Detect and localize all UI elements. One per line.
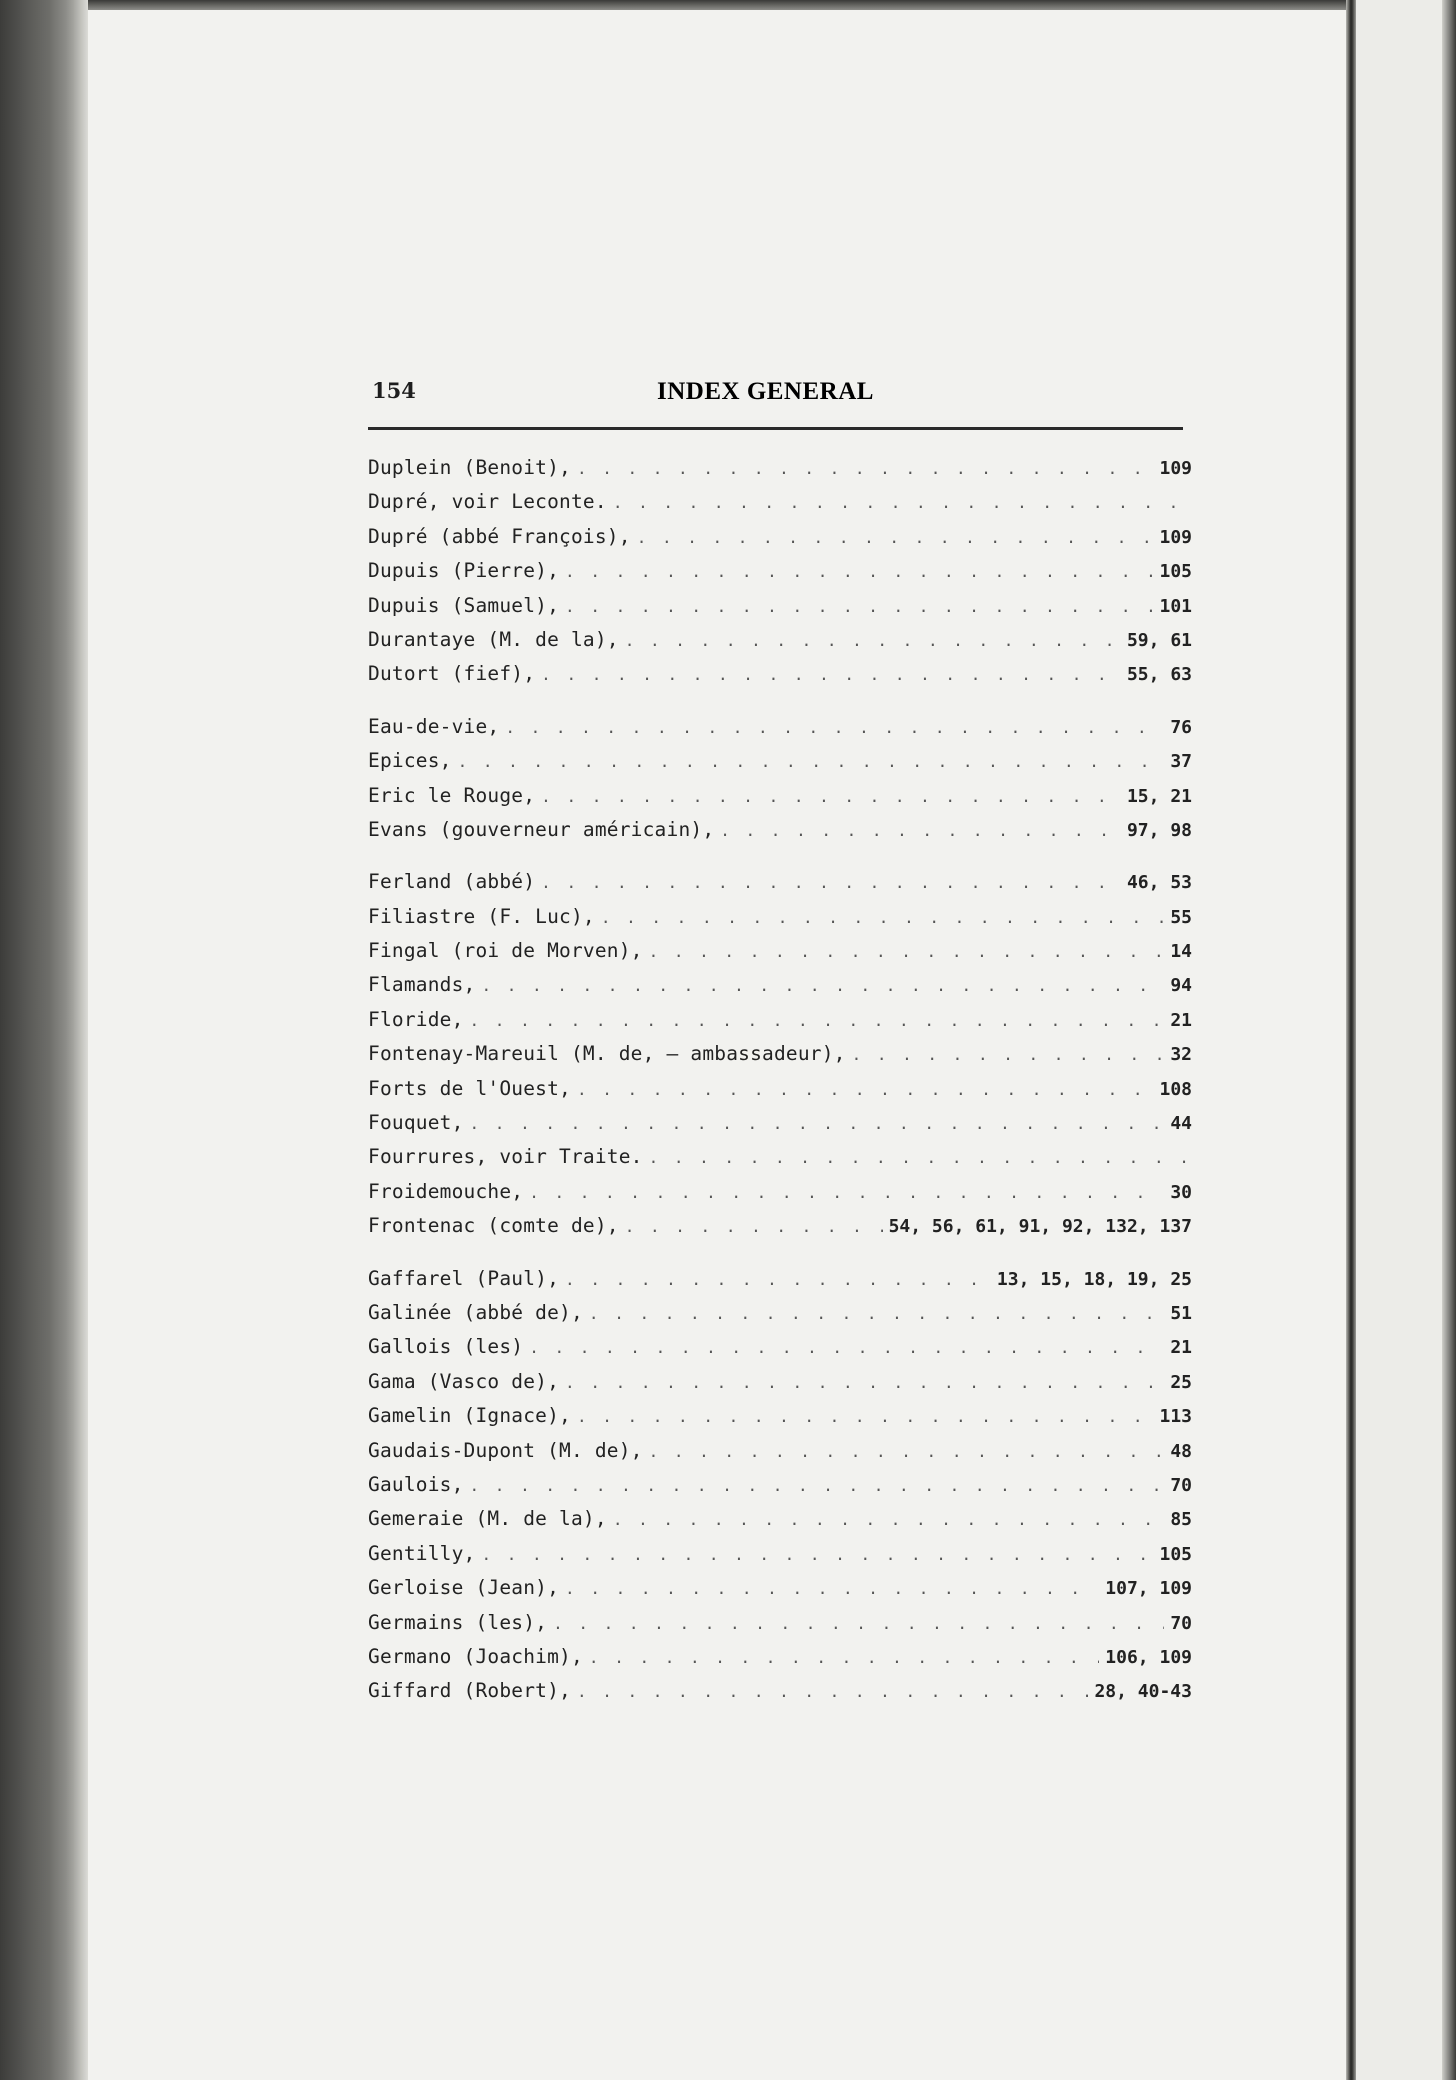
index-entry-pages: 113 bbox=[1159, 1406, 1192, 1428]
dot-leader bbox=[625, 1217, 883, 1236]
index-entry bbox=[368, 1576, 1192, 1610]
index-entry-pages: 105 bbox=[1159, 561, 1192, 583]
index-letter-group bbox=[368, 870, 1192, 1248]
index-entry-name: Gerloise (Jean), bbox=[368, 1576, 560, 1600]
dot-leader bbox=[553, 1614, 1164, 1633]
index-entry-name: Gama (Vasco de), bbox=[368, 1369, 560, 1393]
index-entry-pages: 32 bbox=[1170, 1044, 1192, 1066]
dot-leader bbox=[601, 908, 1164, 927]
dot-leader bbox=[625, 631, 1121, 650]
index-entry-pages: 105 bbox=[1159, 1543, 1192, 1565]
index-entry-name: Ferland (abbé) bbox=[368, 870, 536, 894]
dot-leader bbox=[577, 1080, 1154, 1099]
index-entry bbox=[368, 1439, 1192, 1473]
index-entry bbox=[368, 490, 1192, 524]
index-entry-name: Germains (les), bbox=[368, 1610, 548, 1634]
index-entry bbox=[368, 1267, 1192, 1301]
adjacent-page-shadow bbox=[1442, 0, 1456, 2080]
index-entry bbox=[368, 525, 1192, 559]
book-spine bbox=[0, 0, 82, 2080]
index-entry bbox=[368, 715, 1192, 749]
index-entry-pages: 21 bbox=[1170, 1337, 1192, 1359]
index-entry-name: Dupuis (Pierre), bbox=[368, 559, 560, 583]
index-entry-name: Floride, bbox=[368, 1007, 464, 1031]
index-entry-pages: 48 bbox=[1170, 1440, 1192, 1462]
index-entry-name: Filiastre (F. Luc), bbox=[368, 904, 595, 928]
index-entry-pages: 59, 61 bbox=[1126, 629, 1192, 651]
index-entry-pages: 76 bbox=[1170, 716, 1192, 738]
index-entry bbox=[368, 784, 1192, 818]
index-entry-name: Gaudais-Dupont (M. de), bbox=[368, 1438, 643, 1462]
index-entry bbox=[368, 1679, 1192, 1713]
dot-leader bbox=[637, 528, 1154, 547]
dot-leader bbox=[470, 1114, 1165, 1133]
index-entry-pages: 37 bbox=[1170, 751, 1192, 773]
index-letter-group bbox=[368, 1267, 1192, 1714]
index-entry bbox=[368, 1507, 1192, 1541]
index-letter-group bbox=[368, 456, 1192, 697]
dot-leader bbox=[577, 1407, 1154, 1426]
index-entry-pages: 30 bbox=[1170, 1181, 1192, 1203]
index-entry bbox=[368, 1214, 1192, 1248]
index-entry-pages: 101 bbox=[1159, 595, 1192, 617]
index-entry bbox=[368, 973, 1192, 1007]
index-entries bbox=[368, 456, 1192, 1732]
index-entry bbox=[368, 1370, 1192, 1404]
index-entry-pages: 70 bbox=[1170, 1474, 1192, 1496]
page-gutter bbox=[74, 0, 88, 2080]
index-entry-name: Forts de l'Ouest, bbox=[368, 1076, 571, 1100]
dot-leader bbox=[529, 1183, 1164, 1202]
index-entry-name: Galinée (abbé de), bbox=[368, 1300, 583, 1324]
dot-leader bbox=[458, 752, 1165, 771]
index-entry-pages: 28, 40-43 bbox=[1094, 1681, 1192, 1703]
index-entry-name: Evans (gouverneur américain), bbox=[368, 817, 715, 841]
index-entry-name: Fourrures, voir Traite. bbox=[368, 1145, 643, 1169]
dot-leader bbox=[589, 1648, 1099, 1667]
index-entry-name: Germano (Joachim), bbox=[368, 1644, 583, 1668]
dot-leader bbox=[649, 1148, 1186, 1167]
dot-leader bbox=[720, 821, 1121, 840]
dot-leader bbox=[565, 1579, 1099, 1598]
index-entry-pages: 25 bbox=[1170, 1371, 1192, 1393]
index-entry bbox=[368, 1611, 1192, 1645]
dot-leader bbox=[577, 459, 1154, 478]
dot-leader bbox=[565, 597, 1153, 616]
index-entry bbox=[368, 1111, 1192, 1145]
index-entry bbox=[368, 662, 1192, 696]
index-entry-name: Frontenac (comte de), bbox=[368, 1214, 619, 1238]
index-entry-pages: 107, 109 bbox=[1105, 1578, 1192, 1600]
header-rule bbox=[368, 427, 1183, 430]
dot-leader bbox=[541, 665, 1121, 684]
index-entry-name: Gamelin (Ignace), bbox=[368, 1404, 571, 1428]
index-entry-name: Froidemouche, bbox=[368, 1179, 524, 1203]
index-entry-pages: 46, 53 bbox=[1126, 872, 1192, 894]
dot-leader bbox=[649, 1442, 1165, 1461]
index-entry bbox=[368, 905, 1192, 939]
dot-leader bbox=[470, 1476, 1165, 1495]
index-entry-name: Dupuis (Samuel), bbox=[368, 593, 560, 617]
dot-leader bbox=[649, 942, 1165, 961]
index-entry-name: Eau-de-vie, bbox=[368, 714, 500, 738]
index-entry-pages: 44 bbox=[1170, 1113, 1192, 1135]
index-entry-name: Fingal (roi de Morven), bbox=[368, 939, 643, 963]
index-entry-pages: 51 bbox=[1170, 1302, 1192, 1324]
index-entry bbox=[368, 870, 1192, 904]
dot-leader bbox=[613, 493, 1186, 512]
index-entry-pages: 55 bbox=[1170, 906, 1192, 928]
index-entry-pages: 15, 21 bbox=[1126, 785, 1192, 807]
index-entry-name: Gentilly, bbox=[368, 1541, 476, 1565]
index-entry-pages: 108 bbox=[1159, 1078, 1192, 1100]
dot-leader bbox=[565, 562, 1153, 581]
index-entry-name: Dutort (fief), bbox=[368, 662, 536, 686]
index-entry-pages: 85 bbox=[1170, 1509, 1192, 1531]
index-entry bbox=[368, 1042, 1192, 1076]
dot-leader bbox=[481, 976, 1164, 995]
index-entry bbox=[368, 628, 1192, 662]
dot-leader bbox=[481, 1545, 1153, 1564]
index-entry-name: Dupré, voir Leconte. bbox=[368, 490, 607, 514]
dot-leader bbox=[470, 1011, 1165, 1030]
index-entry-pages: 70 bbox=[1170, 1612, 1192, 1634]
dot-leader bbox=[852, 1045, 1165, 1064]
running-head: INDEX GENERAL bbox=[657, 378, 874, 405]
index-entry-name: Gaulois, bbox=[368, 1472, 464, 1496]
index-entry-pages: 54, 56, 61, 91, 92, 132, 137 bbox=[888, 1216, 1192, 1238]
index-entry-pages: 14 bbox=[1170, 941, 1192, 963]
index-entry bbox=[368, 1301, 1192, 1335]
index-entry-pages: 97, 98 bbox=[1126, 819, 1192, 841]
index-entry-pages: 13, 15, 18, 19, 25 bbox=[996, 1268, 1192, 1290]
index-entry-name: Epices, bbox=[368, 749, 452, 773]
index-entry-name: Eric le Rouge, bbox=[368, 783, 536, 807]
index-entry-name: Gemeraie (M. de la), bbox=[368, 1507, 607, 1531]
index-entry bbox=[368, 1473, 1192, 1507]
dot-leader bbox=[529, 1338, 1164, 1357]
index-entry bbox=[368, 1542, 1192, 1576]
index-entry-name: Fouquet, bbox=[368, 1111, 464, 1135]
dot-leader bbox=[565, 1270, 991, 1289]
index-entry-pages: 106, 109 bbox=[1105, 1646, 1192, 1668]
index-entry bbox=[368, 749, 1192, 783]
index-entry-pages: 109 bbox=[1159, 526, 1192, 548]
dot-leader bbox=[505, 718, 1164, 737]
index-entry bbox=[368, 818, 1192, 852]
index-entry bbox=[368, 1145, 1192, 1179]
index-entry-pages: 21 bbox=[1170, 1009, 1192, 1031]
index-entry bbox=[368, 559, 1192, 593]
index-entry-pages: 109 bbox=[1159, 458, 1192, 479]
dot-leader bbox=[577, 1682, 1088, 1701]
index-entry-name: Fontenay-Mareuil (M. de, — ambassadeur), bbox=[368, 1042, 846, 1066]
index-entry-name: Dupré (abbé François), bbox=[368, 524, 631, 548]
index-entry bbox=[368, 1008, 1192, 1042]
index-entry bbox=[368, 1180, 1192, 1214]
page-number: 154 bbox=[372, 378, 416, 403]
index-entry bbox=[368, 1404, 1192, 1438]
index-entry-name: Giffard (Robert), bbox=[368, 1679, 571, 1703]
index-entry bbox=[368, 1335, 1192, 1369]
dot-leader bbox=[541, 873, 1121, 892]
index-entry-pages: 94 bbox=[1170, 975, 1192, 997]
index-entry bbox=[368, 939, 1192, 973]
index-letter-group bbox=[368, 715, 1192, 853]
index-entry bbox=[368, 594, 1192, 628]
index-entry-name: Flamands, bbox=[368, 973, 476, 997]
dot-leader bbox=[565, 1373, 1164, 1392]
index-entry-pages: 55, 63 bbox=[1126, 664, 1192, 686]
adjacent-page bbox=[1356, 0, 1456, 2080]
right-page-edge bbox=[1346, 0, 1356, 2080]
dot-leader bbox=[613, 1510, 1165, 1529]
dot-leader bbox=[541, 787, 1121, 806]
top-scan-edge bbox=[0, 0, 1456, 10]
index-entry bbox=[368, 1077, 1192, 1111]
index-entry-name: Durantaye (M. de la), bbox=[368, 627, 619, 651]
index-entry-name: Gallois (les) bbox=[368, 1335, 524, 1359]
dot-leader bbox=[589, 1304, 1164, 1323]
index-entry-name: Duplein (Benoit), bbox=[368, 456, 571, 479]
index-entry bbox=[368, 1645, 1192, 1679]
index-entry-name: Gaffarel (Paul), bbox=[368, 1266, 560, 1290]
index-entry bbox=[368, 456, 1192, 490]
